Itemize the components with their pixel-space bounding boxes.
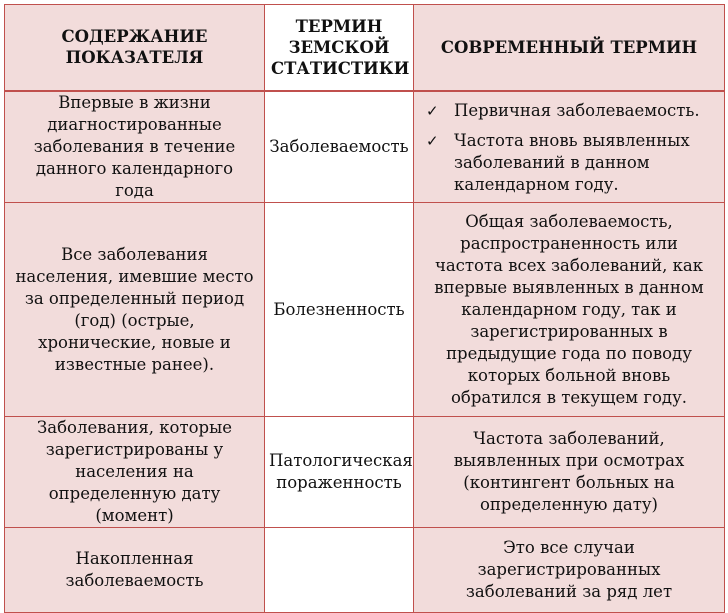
modern-term-cell xyxy=(414,91,725,203)
modern-term-cell: Частота заболеваний, выявленных при осмотрах (контингент больных на определенную дату) xyxy=(414,417,725,528)
terms-table xyxy=(4,4,725,613)
modern-term-cell: Это все случаи зарегистрированных заболеваний за ряд лет xyxy=(414,528,725,613)
content-cell: Накопленная заболеваемость xyxy=(5,528,265,613)
modern-term-list xyxy=(418,100,720,196)
term-cell: Патологическая пораженность xyxy=(265,417,414,528)
term-cell: Болезненность xyxy=(265,203,414,417)
header-zemstvo-term: ТЕРМИН ЗЕМСКОЙ СТАТИСТИКИ xyxy=(265,5,414,91)
content-cell: Впервые в жизни диагностированные заболевания в течение данного календарного года xyxy=(5,91,265,203)
term-cell xyxy=(265,528,414,613)
table-row xyxy=(5,417,725,528)
list-item-text: Частота вновь выявленных заболеваний в данном календарном году. xyxy=(454,130,690,194)
checkmark-icon: ✓ xyxy=(426,131,439,150)
list-item-text: Первичная заболеваемость. xyxy=(454,100,700,120)
table-row xyxy=(5,91,725,203)
table-row xyxy=(5,203,725,417)
content-cell: Все заболевания населения, имевшие место за определенный период (год) (острые, хронические, новые и известные ранее). xyxy=(5,203,265,417)
header-modern-term: СОВРЕМЕННЫЙ ТЕРМИН xyxy=(414,5,725,91)
header-row xyxy=(5,5,725,91)
list-item xyxy=(426,100,720,122)
checkmark-icon: ✓ xyxy=(426,101,439,120)
header-content: СОДЕРЖАНИЕ ПОКАЗАТЕЛЯ xyxy=(5,5,265,91)
table-row xyxy=(5,528,725,613)
list-item xyxy=(426,130,720,196)
term-cell: Заболеваемость xyxy=(265,91,414,203)
modern-term-cell: Общая заболеваемость, распространенность или частота всех заболеваний, как впервые выявленных в данном календарном году, так и зарегистрированных в предыдущие года по поводу которых больной вновь обратился в текущем году. xyxy=(414,203,725,417)
content-cell: Заболевания, которые зарегистрированы у населения на определенную дату (момент) xyxy=(5,417,265,528)
